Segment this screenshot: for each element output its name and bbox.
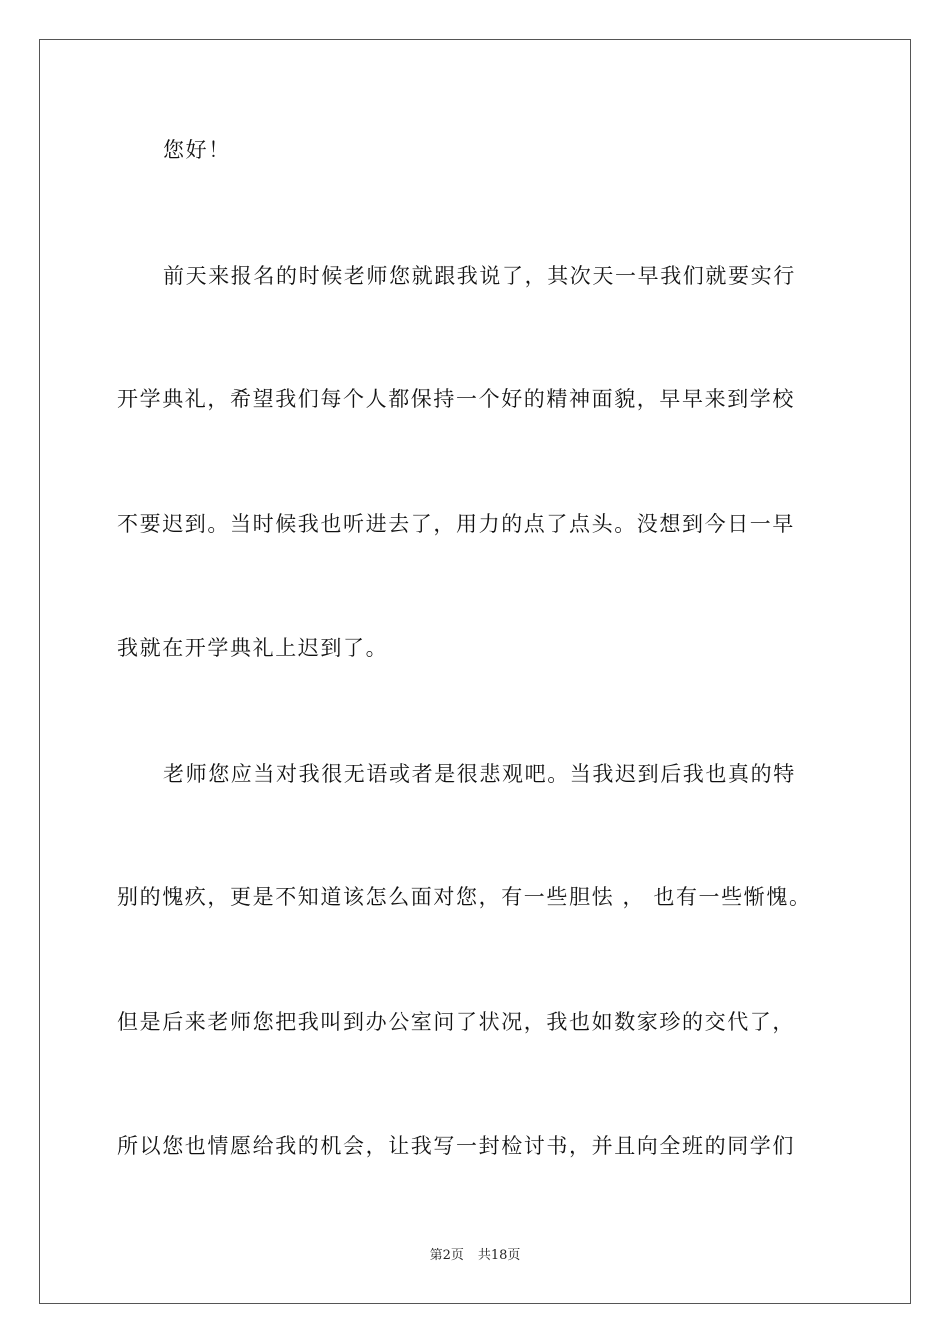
page-footer: [0, 1248, 950, 1264]
text-line: 我就在开学典礼上迟到了。: [117, 636, 389, 660]
text-line: 别的愧疚，更是不知道该怎么面对您，有一些胆怯 ， 也有一些惭愧。: [117, 885, 812, 909]
text-line: 开学典礼，希望我们每个人都保持一个好的精神面貌，早早来到学校: [117, 387, 795, 411]
text-line: 不要迟到。当时候我也听进去了，用力的点了点头。没想到今日一早: [117, 512, 795, 536]
greeting-line: 您好！: [163, 138, 231, 162]
text-line: 所以您也情愿给我的机会，让我写一封检讨书，并且向全班的同学们: [117, 1134, 795, 1158]
text-line: 老师您应当对我很无语或者是很悲观吧。当我迟到后我也真的特: [163, 762, 796, 786]
text-line: 但是后来老师您把我叫到办公室问了状况，我也如数家珍的交代了，: [117, 1010, 795, 1034]
page-frame: [39, 39, 911, 1304]
page-total: 共18页: [477, 1248, 521, 1263]
text-line: 前天来报名的时候老师您就跟我说了，其次天一早我们就要实行: [163, 264, 796, 288]
page-number: 第2页: [429, 1248, 464, 1263]
